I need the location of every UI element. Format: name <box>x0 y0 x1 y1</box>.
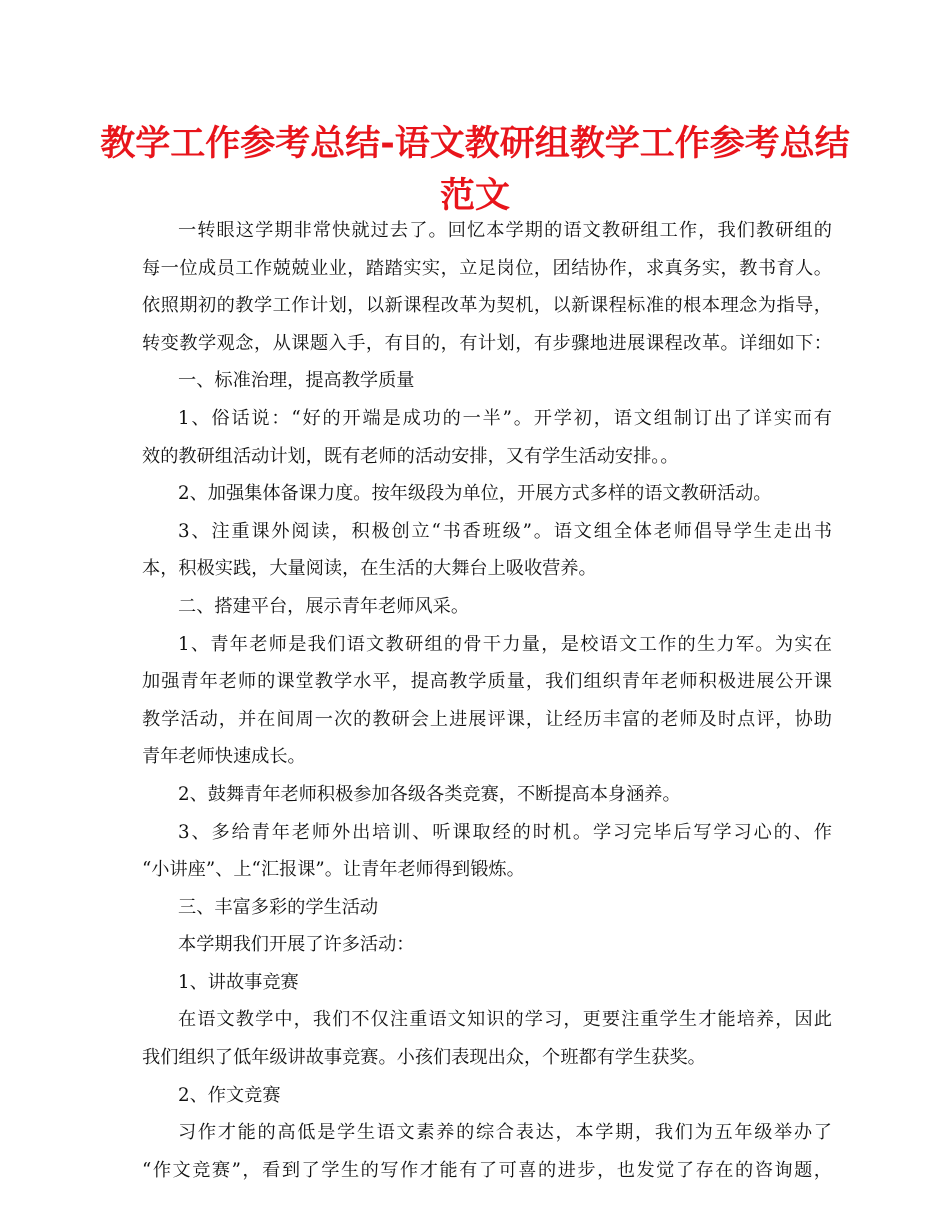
paragraph-line: 2、鼓舞青年老师积极参加各级各类竞赛，不断提高本身涵养。 <box>178 783 681 805</box>
paragraph-line: 加强青年老师的课堂教学水平，提高教学质量，我们组织青年老师积极进展公开课 <box>142 671 832 693</box>
title-line: 教学工作参考总结-语文教研组教学工作参考总结 <box>100 124 850 164</box>
paragraph-line: 效的教研组活动计划，既有老师的活动安排，又有学生活动安排。。 <box>142 445 679 467</box>
paragraph-line: 1、俗话说：“好的开端是成功的一半”。开学初，语文组制订出了详实而有 <box>178 407 832 429</box>
paragraph-line: 1、讲故事竞赛 <box>178 971 299 993</box>
paragraph-line: 依照期初的教学工作计划，以新课程改革为契机，以新课程标准的根本理念为指导， <box>142 295 832 317</box>
document-body <box>142 212 832 1189</box>
paragraph-line: “作文竞赛”，看到了学生的写作才能有了可喜的进步，也发觉了存在的咨询题， <box>142 1159 832 1181</box>
paragraph-line: 我们组织了低年级讲故事竞赛。小孩们表现出众，个班都有学生获奖。 <box>142 1047 706 1069</box>
paragraph-line: 本学期我们开展了许多活动： <box>178 934 415 956</box>
title-line: 范文 <box>439 176 510 216</box>
document-title <box>0 118 950 222</box>
paragraph-line: 三、丰富多彩的学生活动 <box>178 896 379 918</box>
paragraph-line: 3、多给青年老师外出培训、听课取经的时机。学习完毕后写学习心的、作 <box>178 821 832 843</box>
paragraph-line: 习作才能的高低是学生语文素养的综合表达，本学期，我们为五年级举办了 <box>178 1122 832 1144</box>
paragraph-line: 1、青年老师是我们语文教研组的骨干力量，是校语文工作的生力军。为实在 <box>178 633 832 655</box>
paragraph-line: 3、注重课外阅读，积极创立“书香班级”。语文组全体老师倡导学生走出书 <box>178 520 832 542</box>
paragraph-line: 青年老师快速成长。 <box>142 746 306 768</box>
paragraph-line: 每一位成员工作兢兢业业，踏踏实实，立足岗位，团结协作，求真务实，教书育人。 <box>142 257 832 279</box>
paragraph-line: 二、搭建平台，展示青年老师风采。 <box>178 595 470 617</box>
paragraph-line: “小讲座”、上“汇报课”。让青年老师得到锻炼。 <box>142 859 525 881</box>
paragraph-line: 在语文教学中，我们不仅注重语文知识的学习，更要注重学生才能培养，因此 <box>178 1009 832 1031</box>
paragraph-line: 一、标准治理，提高教学质量 <box>178 370 415 392</box>
paragraph-line: 教学活动，并在间周一次的教研会上进展评课，让经历丰富的老师及时点评，协助 <box>142 708 832 730</box>
paragraph-line: 本，积极实践，大量阅读，在生活的大舞台上吸收营养。 <box>142 558 597 580</box>
paragraph-line: 2、作文竞赛 <box>178 1084 281 1106</box>
paragraph-line: 转变教学观念，从课题入手，有目的，有计划，有步骤地进展课程改革。详细如下： <box>142 332 832 354</box>
paragraph-line: 一转眼这学期非常快就过去了。回忆本学期的语文教研组工作，我们教研组的 <box>178 220 832 241</box>
paragraph-line: 2、加强集体备课力度。按年级段为单位，开展方式多样的语文教研活动。 <box>178 483 772 505</box>
